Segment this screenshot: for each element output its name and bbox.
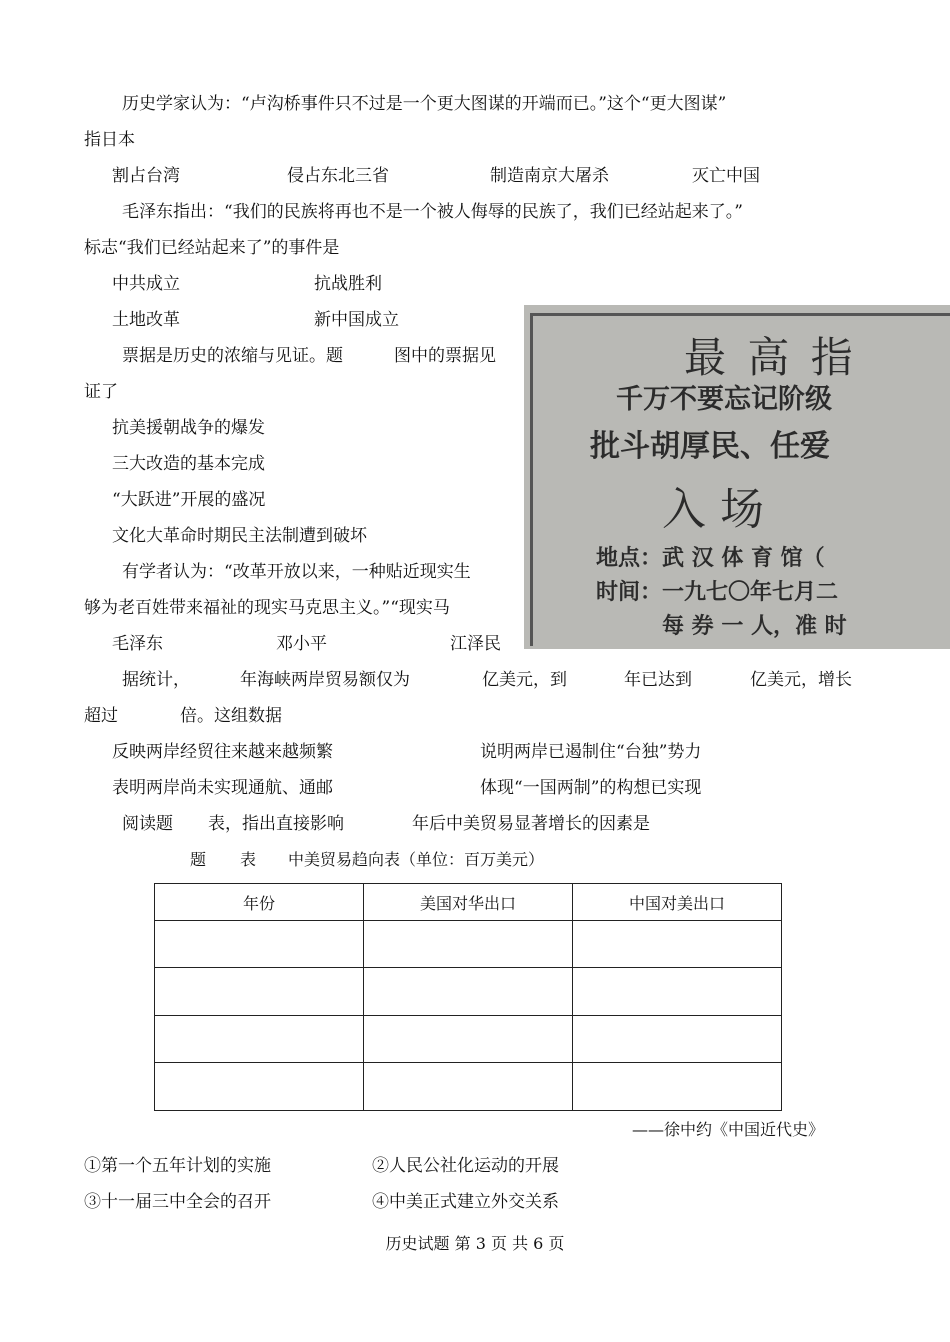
table-header-row (155, 884, 782, 921)
table-caption-title: 中美贸易趋向表（单位：百万美元） (288, 850, 545, 869)
ticket-photo (524, 305, 950, 649)
q6-stem-part3: 年后中美贸易显著增长的因素是 (412, 814, 650, 834)
q3-stem-part2: 图中的票据见 (394, 346, 496, 366)
q1-option-a: 割占台湾 (112, 166, 180, 186)
q5-option-c: 表明两岸尚未实现通航、通邮 (112, 778, 333, 798)
q5-stem-line2b: 倍。这组数据 (180, 706, 282, 726)
q4-stem-line2: 够为老百姓带来福祉的现实马克思主义。”“现实马 (84, 598, 450, 618)
q3-stem-part1: 票据是历史的浓缩与见证。题 (122, 346, 343, 366)
q1-option-b: 侵占东北三省 (287, 166, 389, 186)
table-source: ——徐中约《中国近代史》 (632, 1120, 825, 1139)
table-header-china-export: 中国对美出口 (573, 884, 782, 921)
ticket-admission: 入 场 (662, 484, 764, 535)
q3-option-c: “大跃进”开展的盛况 (112, 490, 266, 510)
q5-option-b: 说明两岸已遏制住“台独”势力 (480, 742, 702, 762)
q1-stem-line1: 历史学家认为：“卢沟桥事件只不过是一个更大图谋的开端而已。”这个“更大图谋” (122, 94, 727, 114)
q2-stem-line1: 毛泽东指出：“我们的民族将再也不是一个被人侮辱的民族了，我们已经站起来了。” (122, 202, 743, 222)
q6-stem-part2: 表，指出直接影响 (208, 814, 344, 834)
trade-table (154, 883, 782, 1111)
ticket-time: 时间：一九七〇年七月二 (596, 580, 839, 605)
q6-choice-1: ①第一个五年计划的实施 (84, 1156, 271, 1176)
ticket-title: 最 高 指 (684, 333, 857, 382)
q4-option-a: 毛泽东 (112, 634, 163, 654)
table-row (155, 1016, 782, 1063)
ticket-note: 每 券 一 人，准 时 (662, 614, 847, 639)
table-caption-prefix: 题 (190, 850, 207, 869)
q5-stem-part2: 年海峡两岸贸易额仅为 (240, 670, 410, 690)
q5-stem-part4: 年已达到 (624, 670, 692, 690)
q1-stem-line2: 指日本 (84, 130, 135, 150)
q6-choice-2: ②人民公社化运动的开展 (372, 1156, 559, 1176)
table-header-us-export: 美国对华出口 (364, 884, 573, 921)
ticket-location: 地点：武 汉 体 育 馆（ (596, 546, 825, 571)
ticket-slogan-line2: 批斗胡厚民、任爱 (590, 429, 830, 464)
q6-stem-part1: 阅读题 (122, 814, 173, 834)
q2-option-c: 土地改革 (112, 310, 180, 330)
q2-option-d: 新中国成立 (314, 310, 399, 330)
q4-stem-line1: 有学者认为：“改革开放以来，一种贴近现实生 (122, 562, 471, 582)
table-caption-label: 表 (240, 850, 257, 869)
q4-option-b: 邓小平 (276, 634, 327, 654)
page-footer: 历史试题 第 3 页 共 6 页 (385, 1234, 565, 1253)
q2-option-b: 抗战胜利 (314, 274, 382, 294)
q3-option-a: 抗美援朝战争的爆发 (112, 418, 265, 438)
q5-option-d: 体现“一国两制”的构想已实现 (480, 778, 702, 798)
q6-choice-4: ④中美正式建立外交关系 (372, 1192, 559, 1212)
q3-stem-line2: 证了 (84, 382, 118, 402)
table-row (155, 921, 782, 968)
q4-option-c: 江泽民 (450, 634, 501, 654)
q2-stem-line2: 标志“我们已经站起来了”的事件是 (84, 238, 340, 258)
q6-choice-3: ③十一届三中全会的召开 (84, 1192, 271, 1212)
q1-option-c: 制造南京大屠杀 (490, 166, 609, 186)
table-header-year: 年份 (155, 884, 364, 921)
q3-option-b: 三大改造的基本完成 (112, 454, 265, 474)
ticket-slogan-line1: 千万不要忘记阶级 (616, 384, 832, 415)
q2-option-a: 中共成立 (112, 274, 180, 294)
q5-stem-line2a: 超过 (84, 706, 118, 726)
table-row (155, 1063, 782, 1111)
q1-option-d: 灭亡中国 (692, 166, 760, 186)
table-row (155, 968, 782, 1016)
q5-stem-part1: 据统计， (122, 670, 190, 690)
q5-stem-part3: 亿美元，到 (482, 670, 567, 690)
q3-option-d: 文化大革命时期民主法制遭到破坏 (112, 526, 367, 546)
q5-option-a: 反映两岸经贸往来越来越频繁 (112, 742, 333, 762)
q5-stem-part5: 亿美元，增长 (750, 670, 852, 690)
